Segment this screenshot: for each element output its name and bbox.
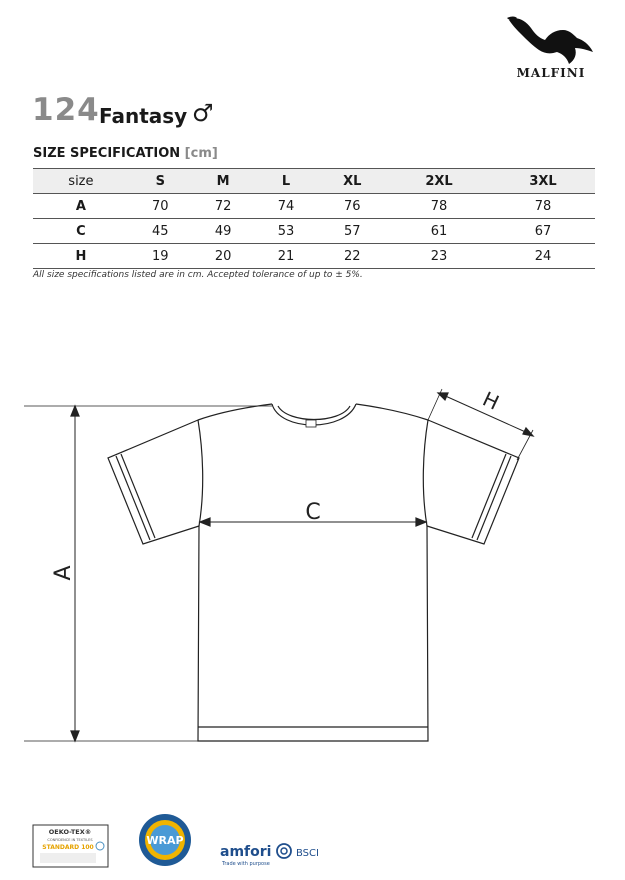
column-header: L xyxy=(255,169,318,194)
table-cell: 61 xyxy=(387,219,491,244)
table-cell: 22 xyxy=(317,244,387,269)
oeko-sub: CONFIDENCE IN TEXTILES xyxy=(47,838,93,842)
certification-logos xyxy=(0,812,625,872)
table-cell: 67 xyxy=(491,219,595,244)
size-table xyxy=(33,168,595,269)
row-label: H xyxy=(33,244,129,269)
table-row xyxy=(33,194,595,219)
table-cell: 70 xyxy=(129,194,192,219)
tolerance-note: All size specifications listed are in cm. Accepted tolerance of up to ± 5%. xyxy=(33,270,363,280)
table-cell: 20 xyxy=(192,244,255,269)
brand-name: MALFINI xyxy=(516,66,586,80)
table-cell: 24 xyxy=(491,244,595,269)
measure-label-a: A xyxy=(51,565,76,581)
table-row xyxy=(33,219,595,244)
column-header: S xyxy=(129,169,192,194)
table-row xyxy=(33,244,595,269)
table-cell: 21 xyxy=(255,244,318,269)
product-number: 124 xyxy=(32,92,100,128)
column-header: size xyxy=(33,169,129,194)
oeko-tex-logo xyxy=(33,825,108,867)
oeko-title: OEKO-TEX® xyxy=(48,828,92,836)
table-header-row xyxy=(33,169,595,194)
row-label: A xyxy=(33,194,129,219)
tshirt-diagram xyxy=(0,380,625,760)
table-cell: 57 xyxy=(317,219,387,244)
gender-icon: ♂ xyxy=(192,99,214,127)
spec-unit: [cm] xyxy=(184,146,218,161)
oeko-standard: STANDARD 100 xyxy=(42,844,94,851)
table-cell: 74 xyxy=(255,194,318,219)
wrap-logo xyxy=(139,814,191,866)
table-cell: 78 xyxy=(491,194,595,219)
table-cell: 49 xyxy=(192,219,255,244)
amfori-tagline: Trade with purpose xyxy=(222,861,270,867)
row-label: C xyxy=(33,219,129,244)
amfori-logo xyxy=(220,844,319,867)
measure-label-c: C xyxy=(305,500,321,525)
amfori-bsci: BSCI xyxy=(296,848,319,859)
wrap-text: WRAP xyxy=(146,834,184,847)
tshirt-outline xyxy=(108,404,519,741)
table-cell: 72 xyxy=(192,194,255,219)
table-cell: 45 xyxy=(129,219,192,244)
column-header: 2XL xyxy=(387,169,491,194)
table-cell: 53 xyxy=(255,219,318,244)
eagle-icon xyxy=(505,14,595,66)
table-cell: 78 xyxy=(387,194,491,219)
column-header: M xyxy=(192,169,255,194)
spec-title xyxy=(33,146,218,161)
spec-title-text: SIZE SPECIFICATION xyxy=(33,146,181,161)
measure-label-h: H xyxy=(479,386,503,415)
column-header: XL xyxy=(317,169,387,194)
table-cell: 76 xyxy=(317,194,387,219)
amfori-name: amfori xyxy=(220,844,272,860)
product-name: Fantasy xyxy=(99,104,188,128)
table-cell: 23 xyxy=(387,244,491,269)
table-cell: 19 xyxy=(129,244,192,269)
column-header: 3XL xyxy=(491,169,595,194)
